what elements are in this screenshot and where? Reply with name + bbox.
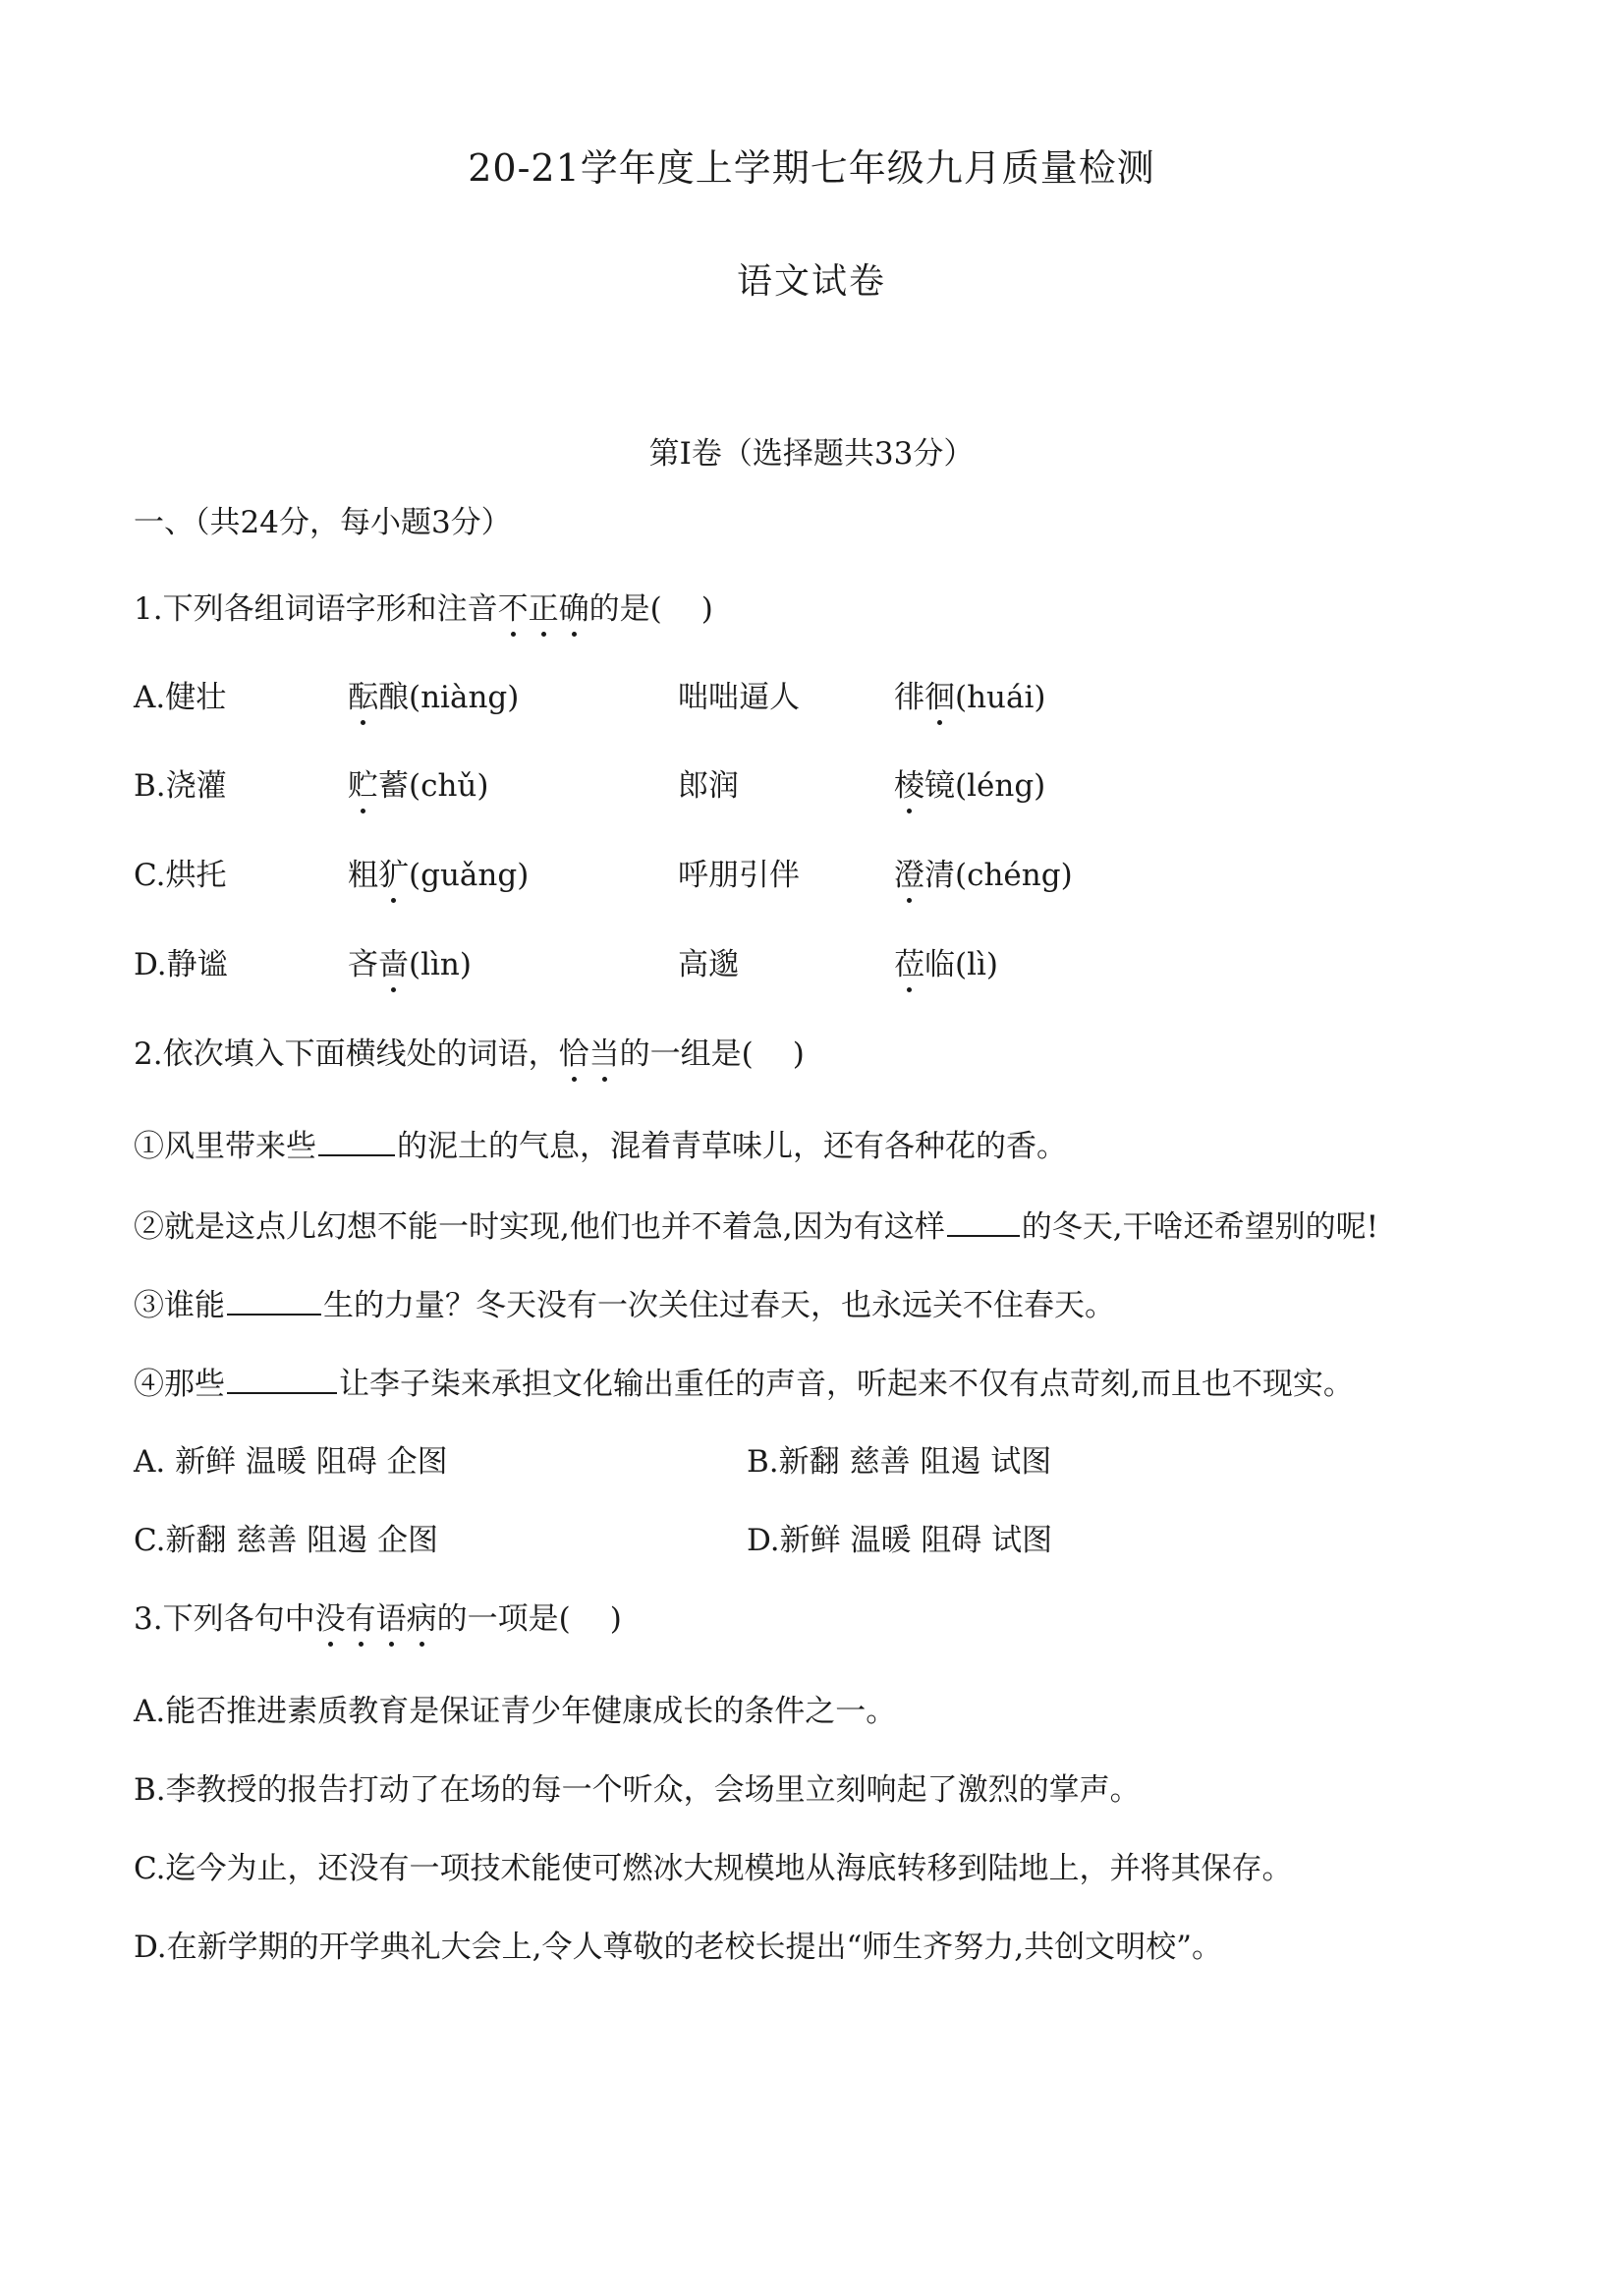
- emphasis-char: 棱: [894, 768, 924, 804]
- q1-option-c-label: C.烘托: [134, 858, 227, 893]
- emphasis-char: 没: [314, 1601, 346, 1637]
- emphasis-char: 有: [345, 1601, 376, 1637]
- sentence-text: ②就是这点儿幻想不能一时实现,他们也并不着急,因为有这样: [134, 1209, 945, 1245]
- q1-option-c-word3: [894, 856, 1073, 895]
- q2-option-d: D.新鲜 温暖 阻碍 试图: [747, 1523, 1053, 1558]
- sentence-text: ④那些: [134, 1367, 225, 1402]
- stem-text: 1.下列各组词语字形和注音: [134, 591, 498, 627]
- q1-option-a-word1: [348, 678, 519, 717]
- sentence-text: 的冬天,干啥还希望别的呢!: [1021, 1209, 1379, 1245]
- sentence-text: ③谁能: [134, 1288, 225, 1323]
- word-part: 粗: [348, 858, 378, 893]
- q1-option-d-word1: [348, 945, 472, 984]
- q1-option-a-word2: 咄咄逼人: [678, 680, 800, 715]
- q3-option-d: D.在新学期的开学典礼大会上,令人尊敬的老校长提出“师生齐努力,共创文明校”。: [134, 1930, 1223, 1965]
- emphasis-char: 确: [558, 591, 589, 627]
- fill-blank: [227, 1365, 337, 1394]
- stem-text: ): [700, 591, 713, 627]
- word-rest: 酿(niàng): [378, 680, 520, 715]
- emphasis-char: 莅: [894, 947, 924, 982]
- exam-title: 20-21学年度上学期七年级九月质量检测: [468, 146, 1155, 190]
- question-2-stem: [134, 1035, 805, 1074]
- sentence-text: 生的力量？冬天没有一次关住过春天，也永远关不住春天。: [323, 1288, 1115, 1323]
- q1-option-c-word1: [348, 856, 529, 895]
- q2-sentence-4: [134, 1365, 1354, 1404]
- emphasis-char: 贮: [348, 768, 378, 804]
- q1-option-c-word2: 呼朋引伴: [678, 858, 800, 893]
- part-heading: 第Ⅰ卷（选择题共33分）: [648, 436, 975, 472]
- question-3-stem: [134, 1599, 622, 1639]
- emphasis-char: 语: [375, 1601, 407, 1637]
- fill-blank: [227, 1286, 321, 1316]
- emphasis-char: 澄: [894, 858, 924, 893]
- emphasis-char: 犷: [378, 858, 409, 893]
- emphasis-char: 当: [588, 1036, 620, 1072]
- q2-option-a: A. 新鲜 温暖 阻碍 企图: [134, 1444, 448, 1480]
- emphasis-char: 恰: [558, 1036, 589, 1072]
- q3-option-c: C.迄今为止，还没有一项技术能使可燃冰大规模地从海底转移到陆地上，并将其保存。: [134, 1851, 1293, 1886]
- word-part: 吝: [348, 947, 378, 982]
- q1-option-a-word3: [894, 678, 1046, 717]
- word-rest: (huái): [955, 680, 1046, 715]
- q1-option-b-label: B.浇灌: [134, 768, 227, 804]
- question-1-stem: [134, 589, 713, 629]
- word-rest: 清(chéng): [924, 858, 1073, 893]
- stem-text: 的一组是(: [619, 1036, 754, 1072]
- q1-option-d-label: D.静谧: [134, 947, 228, 982]
- q2-option-c: C.新翻 慈善 阻遏 企图: [134, 1523, 439, 1558]
- q1-option-d-word3: [894, 945, 998, 984]
- emphasis-char: 病: [406, 1601, 437, 1637]
- q2-sentence-3: [134, 1286, 1115, 1325]
- q2-sentence-1: [134, 1127, 1067, 1166]
- q1-option-b-word1: [348, 766, 488, 806]
- stem-text: 2.依次填入下面横线处的词语，: [134, 1036, 559, 1072]
- word-rest: 镜(léng): [924, 768, 1046, 804]
- emphasis-char: 正: [528, 591, 559, 627]
- sentence-text: 让李子柒来承担文化输出重任的声音，听起来不仅有点苛刻,而且也不现实。: [339, 1367, 1354, 1402]
- emphasis-char: 不: [497, 591, 529, 627]
- q3-option-a: A.能否推进素质教育是保证青少年健康成长的条件之一。: [134, 1694, 897, 1729]
- q1-option-b-word3: [894, 766, 1045, 806]
- stem-text: ): [609, 1601, 622, 1637]
- stem-text: 3.下列各句中: [134, 1601, 315, 1637]
- fill-blank: [947, 1207, 1020, 1237]
- stem-text: 的一项是(: [436, 1601, 571, 1637]
- stem-text: 的是(: [588, 591, 662, 627]
- sentence-text: 的泥土的气息，混着青草味儿，还有各种花的香。: [397, 1129, 1067, 1164]
- stem-text: ): [792, 1036, 805, 1072]
- q1-option-b-word2: 郎润: [678, 768, 739, 804]
- emphasis-char: 徊: [924, 680, 955, 715]
- fill-blank: [318, 1127, 395, 1156]
- word-rest: (lìn): [409, 947, 472, 982]
- emphasis-char: 酝: [348, 680, 378, 715]
- sentence-text: ①风里带来些: [134, 1129, 316, 1164]
- section-heading: 一、（共24分，每小题3分）: [134, 505, 512, 540]
- q1-option-a-label: A.健壮: [134, 680, 227, 715]
- emphasis-char: 啬: [378, 947, 409, 982]
- word-rest: 临(lì): [924, 947, 999, 982]
- q2-sentence-2: [134, 1207, 1378, 1247]
- exam-subtitle: 语文试卷: [736, 261, 886, 302]
- q1-option-d-word2: 高邈: [678, 947, 739, 982]
- word-rest: 蓄(chǔ): [378, 768, 489, 804]
- word-rest: (guǎng): [409, 858, 530, 893]
- q2-option-b: B.新翻 慈善 阻遏 试图: [747, 1444, 1052, 1480]
- q3-option-b: B.李教授的报告打动了在场的每一个听众，会场里立刻响起了激烈的掌声。: [134, 1772, 1141, 1808]
- word-part: 徘: [894, 680, 924, 715]
